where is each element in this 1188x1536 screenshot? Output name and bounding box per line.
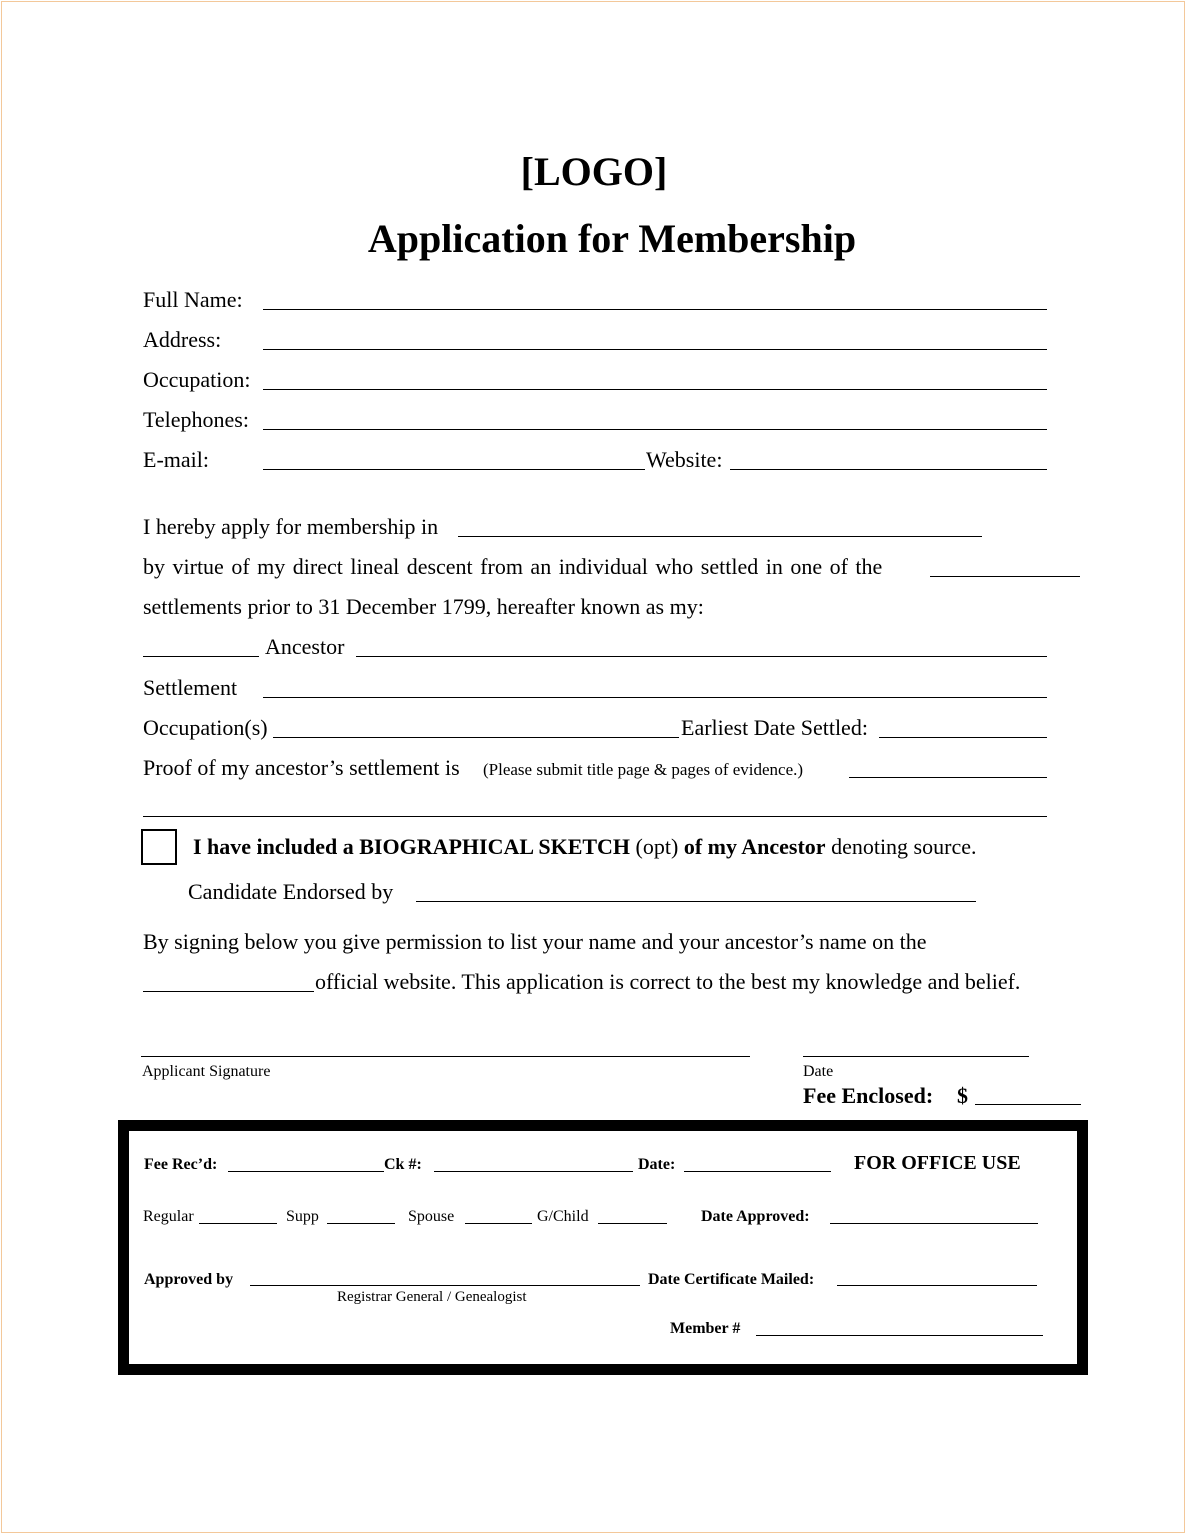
proof-field[interactable] <box>849 777 1047 778</box>
spouse-label: Spouse <box>408 1208 455 1225</box>
applicant-signature-label: Applicant Signature <box>142 1063 271 1080</box>
page-title: Application for Membership <box>367 216 857 261</box>
occupations-field[interactable] <box>273 737 679 738</box>
apply-text: I hereby apply for membership in <box>143 514 439 539</box>
settlements-text: settlements prior to 31 December 1799, hereafter known as my: <box>143 594 704 619</box>
biographical-sketch-checkbox[interactable] <box>141 829 177 865</box>
approved-by-field[interactable] <box>250 1285 640 1286</box>
check-number-label: Ck #: <box>384 1156 422 1173</box>
occupation-field[interactable] <box>263 389 1047 390</box>
office-date-label: Date: <box>638 1156 676 1173</box>
settlement-field[interactable] <box>263 697 1047 698</box>
full-name-label: Full Name: <box>143 287 243 312</box>
spouse-field[interactable] <box>465 1223 532 1224</box>
settlement-label: Settlement <box>143 675 238 700</box>
proof-note: (Please submit title page & pages of evidence.) <box>483 760 804 779</box>
proof-field-continued[interactable] <box>143 816 1047 817</box>
website-owner-field[interactable] <box>143 991 314 992</box>
website-label: Website: <box>646 447 723 472</box>
website-field[interactable] <box>730 469 1047 470</box>
sketch-opt-text: (opt) <box>635 834 679 859</box>
gchild-field[interactable] <box>598 1223 667 1224</box>
member-number-field[interactable] <box>756 1335 1043 1336</box>
settlement-region-field[interactable] <box>930 576 1080 577</box>
permission-text-2: official website. This application is correct to the best my knowledge and belief. <box>315 969 1021 994</box>
date-approved-label: Date Approved: <box>701 1208 810 1225</box>
endorsed-label: Candidate Endorsed by <box>188 879 394 904</box>
for-office-use-heading: FOR OFFICE USE <box>854 1152 1021 1174</box>
telephones-label: Telephones: <box>143 407 249 432</box>
email-field[interactable] <box>263 469 645 470</box>
logo-placeholder: [LOGO] <box>520 149 668 194</box>
supp-label: Supp <box>286 1208 319 1225</box>
endorsed-field[interactable] <box>416 901 976 902</box>
full-name-field[interactable] <box>263 309 1047 310</box>
address-label: Address: <box>143 327 222 352</box>
earliest-date-field[interactable] <box>879 737 1047 738</box>
biographical-sketch-label <box>193 836 976 858</box>
check-number-field[interactable] <box>434 1171 633 1172</box>
applicant-signature-field[interactable] <box>141 1056 750 1057</box>
address-field[interactable] <box>263 349 1047 350</box>
date-certificate-label: Date Certificate Mailed: <box>648 1271 815 1288</box>
regular-field[interactable] <box>199 1223 277 1224</box>
email-label: E-mail: <box>143 447 209 472</box>
member-number-label: Member # <box>670 1320 741 1337</box>
fee-enclosed-label: Fee Enclosed: <box>803 1083 934 1108</box>
sketch-source-text: denoting source. <box>831 834 977 859</box>
ancestor-label: Ancestor <box>265 634 345 659</box>
supp-field[interactable] <box>327 1223 395 1224</box>
gchild-label: G/Child <box>537 1208 589 1225</box>
sketch-ancestor-text: of my Ancestor <box>683 834 826 859</box>
fee-amount-field[interactable] <box>975 1104 1081 1105</box>
ancestor-field[interactable] <box>356 656 1047 657</box>
currency-symbol: $ <box>957 1083 968 1108</box>
proof-label: Proof of my ancestor’s settlement is <box>143 755 460 780</box>
date-certificate-field[interactable] <box>837 1285 1037 1286</box>
telephones-field[interactable] <box>263 429 1047 430</box>
earliest-date-label: Earliest Date Settled: <box>681 715 868 740</box>
signature-date-field[interactable] <box>803 1056 1029 1057</box>
date-approved-field[interactable] <box>830 1223 1038 1224</box>
society-field[interactable] <box>458 536 982 537</box>
occupation-label: Occupation: <box>143 367 251 392</box>
office-date-field[interactable] <box>684 1171 831 1172</box>
signature-date-label: Date <box>803 1063 834 1080</box>
occupations-label: Occupation(s) <box>143 715 268 740</box>
registrar-caption: Registrar General / Genealogist <box>337 1289 527 1305</box>
fee-recd-field[interactable] <box>228 1171 384 1172</box>
regular-label: Regular <box>143 1208 194 1225</box>
ancestor-type-field[interactable] <box>143 656 259 657</box>
sketch-bold-text: I have included a BIOGRAPHICAL SKETCH <box>193 834 631 859</box>
virtue-text: by virtue of my direct lineal descent from an individual who settled in one of the <box>143 554 883 579</box>
permission-text-1: By signing below you give permission to list your name and your ancestor’s name on the <box>143 929 927 954</box>
fee-recd-label: Fee Rec’d: <box>144 1156 218 1173</box>
approved-by-label: Approved by <box>144 1271 234 1288</box>
